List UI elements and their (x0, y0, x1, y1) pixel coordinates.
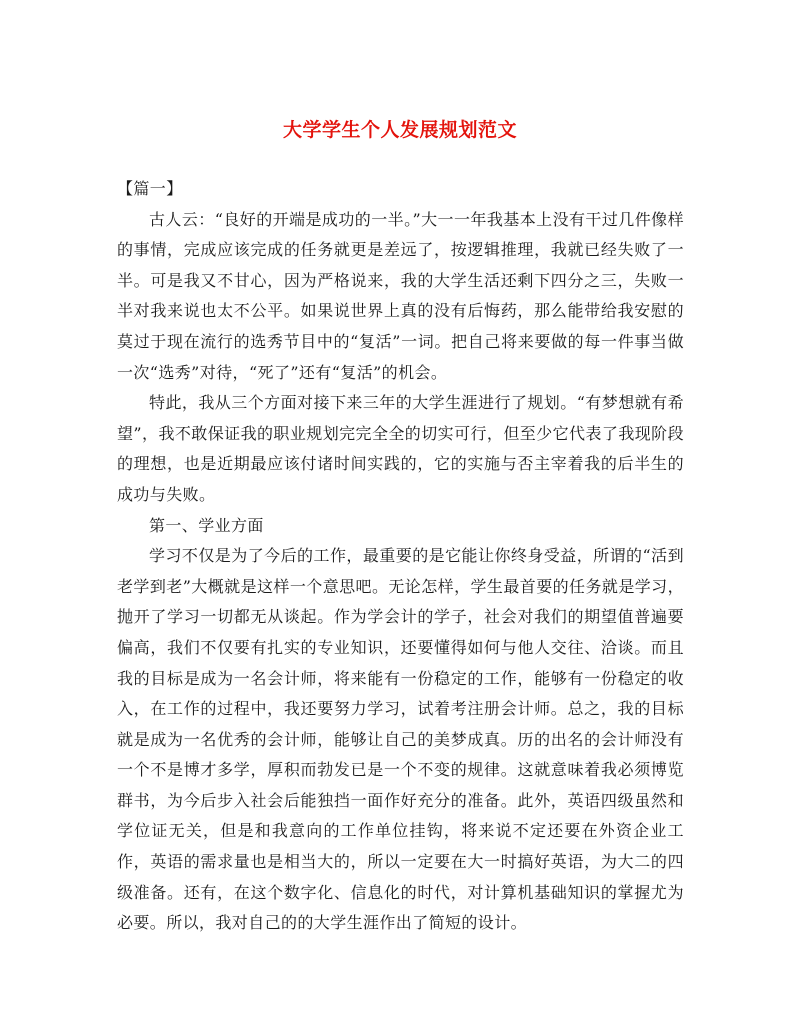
paragraph-intro: 古人云：“良好的开端是成功的一半。”大一一年我基本上没有干过几件像样的事情，完成应该完成的任务就更是差远了，按逻辑推理，我就已经失败了一半。可是我又不甘心，因为严格说来，我的大学生活还剩下四分之三，失败一半对我来说也太不公平。如果说世界上真的没有后悔药，那么能带给我安慰的莫过于现在流行的选秀节目中的“复活”一词。把自己将来要做的每一件事当做一次“选秀”对待，“死了”还有“复活”的机会。 (117, 209, 684, 382)
document-body (117, 174, 684, 939)
paragraph-academics: 学习不仅是为了今后的工作，最重要的是它能让你终身受益，所谓的“活到老学到老”大概就是这样一个意思吧。无论怎样，学生最首要的任务就是学习，抛开了学习一切都无从谈起。作为学会计的学子，社会对我们的期望值普遍要偏高，我们不仅要有扎实的专业知识，还要懂得如何与他人交往、洽谈。而且我的目标是成为一名会计师，将来能有一份稳定的工作，能够有一份稳定的收入，在工作的过程中，我还要努力学习，试着考注册会计师。总之，我的目标就是成为一名优秀的会计师，能够让自己的美梦成真。历的出名的会计师没有一个不是博才多学，厚积而勃发已是一个不变的规律。这就意味着我必须博览群书，为今后步入社会后能独挡一面作好充分的准备。此外，英语四级虽然和学位证无关，但是和我意向的工作单位挂钩，将来说不定还要在外资企业工作，英语的需求量也是相当大的，所以一定要在大一时搞好英语，为大二的四级准备。还有，在这个数字化、信息化的时代，对计算机基础知识的掌握尤为必要。所以，我对自己的的大学生涯作出了简短的设计。 (117, 546, 684, 933)
section-heading-academics: 第一、学业方面 (149, 515, 264, 535)
paragraph-plan-overview: 特此，我从三个方面对接下来三年的大学生涯进行了规划。“有梦想就有希望”，我不敢保证我的职业规划完完全全的切实可行，但至少它代表了我现阶段的理想，也是近期最应该付诸时间实践的，它的实施与否主宰着我的后半生的成功与失败。 (117, 393, 684, 504)
document-title: 大学学生个人发展规划范文 (282, 119, 517, 141)
section-tag: 【篇一】 (117, 179, 183, 198)
